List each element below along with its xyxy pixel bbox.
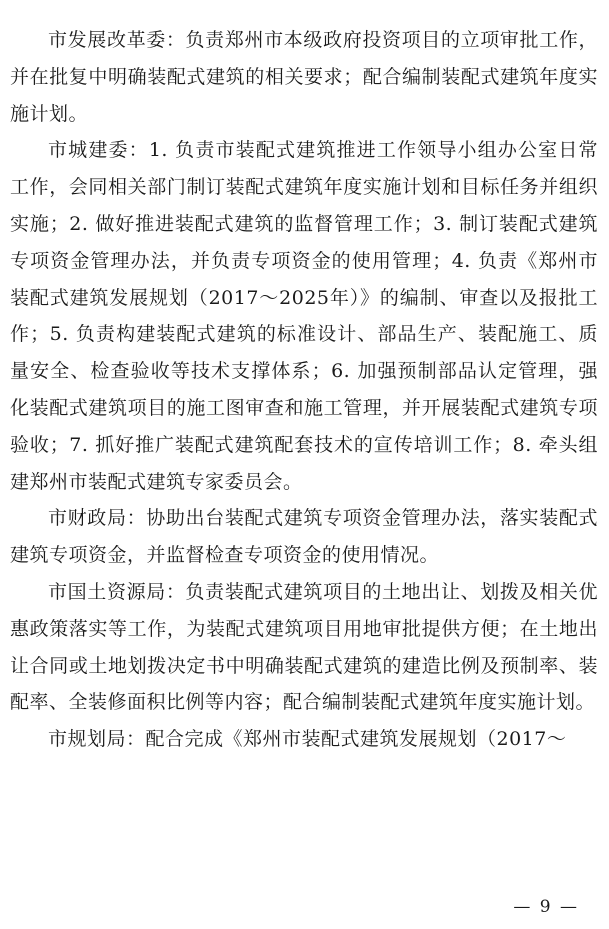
paragraph-urban-construction-commission: 市城建委：1. 负责市装配式建筑推进工作领导小组办公室日常工作，会同相关部门制订装配式建筑年度实施计划和目标任务并组织实施；2. 做好推进装配式建筑的监督管理工作；3. 制订装配式建筑专项资金管理办法，并负责专项资金的使用管理；4. 负责《郑州市装配式建筑发展规划（2017～2025年）》的编制、审查以及报批工作；5. 负责构建装配式建筑的标准设计、部品生产、装配施工、质量安全、检查验收等技术支撑体系；6. 加强预制部品认定管理，强化装配式建筑项目的施工图审查和施工管理，并开展装配式建筑专项验收；7. 抓好推广装配式建筑配套技术的宣传培训工作；8. 牵头组建郑州市装配式建筑专家委员会。 — [10, 139, 598, 493]
paragraph-development-reform-commission: 市发展改革委：负责郑州市本级政府投资项目的立项审批工作，并在批复中明确装配式建筑的相关要求；配合编制装配式建筑年度实施计划。 — [10, 29, 598, 125]
paragraph-finance-bureau: 市财政局：协助出台装配式建筑专项资金管理办法，落实装配式建筑专项资金，并监督检查专项资金的使用情况。 — [10, 507, 598, 567]
document-page — [10, 22, 598, 758]
page-number: — 9 — — [513, 897, 579, 917]
paragraph-land-resources-bureau: 市国土资源局：负责装配式建筑项目的土地出让、划拨及相关优惠政策落实等工作，为装配式建筑项目用地审批提供方便；在土地出让合同或土地划拨决定书中明确装配式建筑的建造比例及预制率、装配率、全装修面积比例等内容；配合编制装配式建筑年度实施计划。 — [10, 580, 598, 714]
paragraph-planning-bureau: 市规划局：配合完成《郑州市装配式建筑发展规划（2017～ — [48, 728, 567, 751]
